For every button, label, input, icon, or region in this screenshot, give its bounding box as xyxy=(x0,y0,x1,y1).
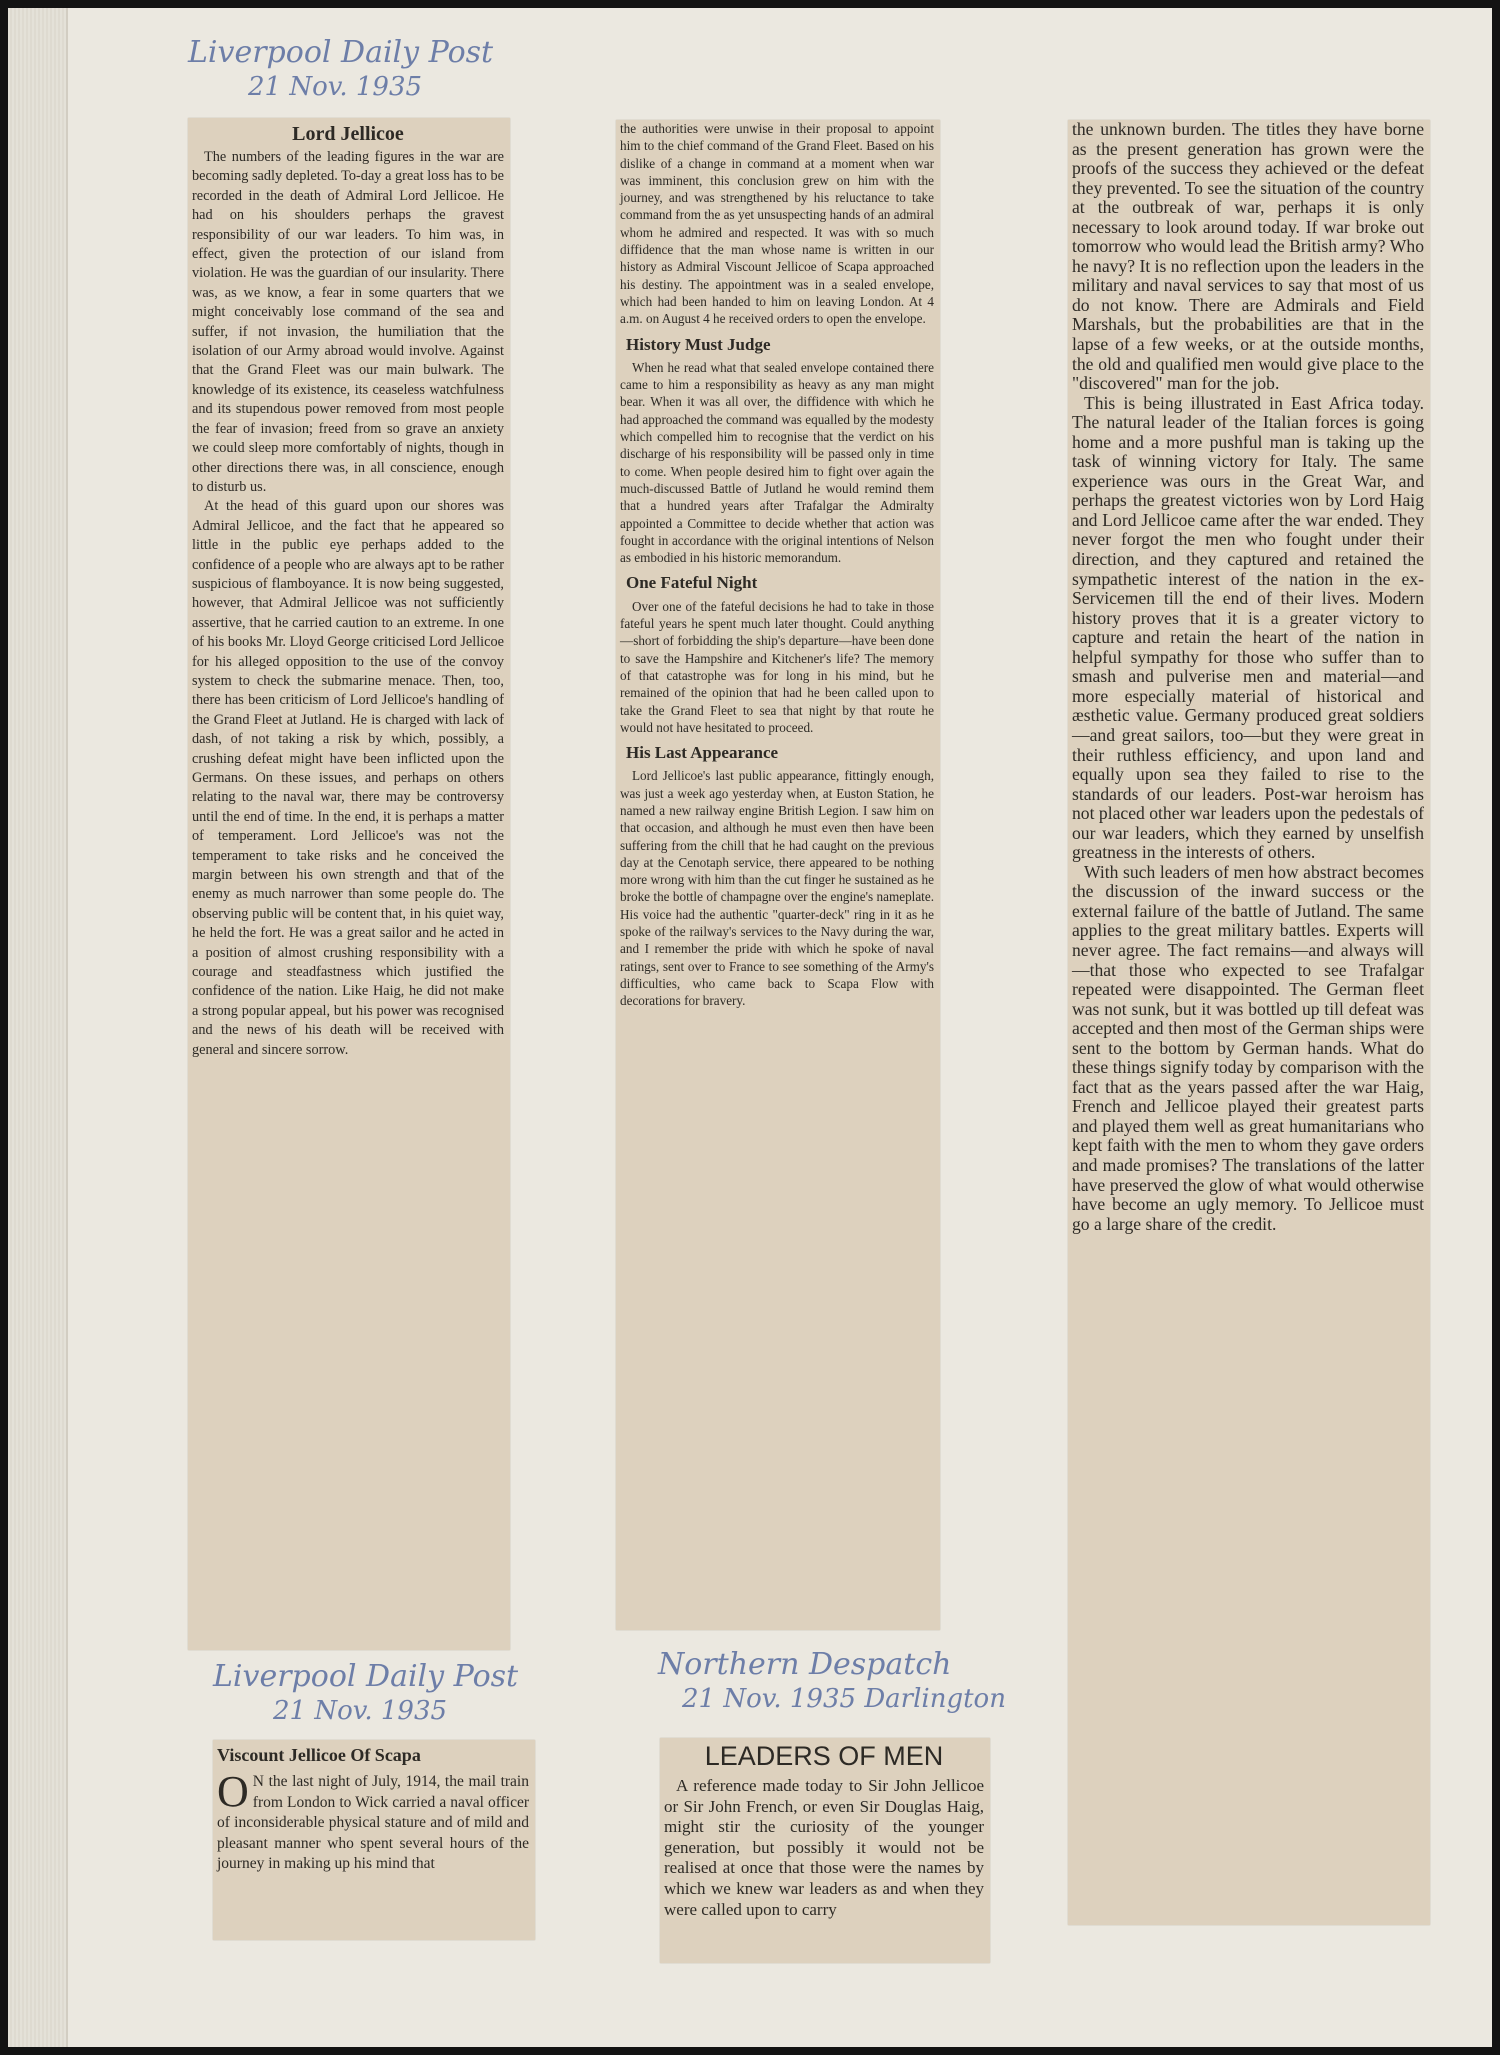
note-date: 21 Nov. 1935 xyxy=(248,72,423,102)
scrapbook-page xyxy=(8,8,1492,2047)
handwritten-source-note xyxy=(658,1648,1006,1716)
clipping-paragraph: At the head of this guard upon our shores was Admiral Jellicoe, and the fact that he appeared so little in the public eye perhaps added to the confidence of a people who are always apt to be rather suspicious of flamboyance. It is now being suggested, however, that Admiral Jellicoe was not sufficiently assertive, that he carried caution to an extreme. In one of his books Mr. Lloyd George criticised Lord Jellicoe for his alleged opposition to the use of the convoy system to check the submarine menace. Then, too, there has been criticism of Lord Jellicoe's handling of the Grand Fleet at Jutland. He is charged with lack of dash, of not taking a risk by which, possibly, a crushing defeat might have been inflicted upon the Germans. On these issues, and perhaps on others relating to the naval war, there may be controversy until the end of time. In the end, it is perhaps a matter of temperament. Lord Jellicoe's was not the temperament to take risks and he conceived the margin between his own strength and that of the enemy as much narrower than some people do. The observing public will be content that, in his quiet way, he held the fort. He was a great sailor and he acted in a position of almost crushing responsibility with a courage and steadfastness which justified the confidence of the nation. Like Haig, he did not make a strong popular appeal, but his power was recognised and the news of his death will be received with general and sincere sorrow. xyxy=(192,498,505,1058)
clipping-subheading: One Fateful Night xyxy=(626,573,758,593)
clipping-paragraph: the authorities were unwise in their proposal to appoint him to the chief command of the Grand Fleet. Based on his dislike of a change in command at a moment when war was imminent, this conclusion grew on him with the journey, and was strengthened by his reluctance to take command from the as yet unsuspecting hands of an admiral whom he admired and respected. It was with so much diffidence that the man whose name is written in our history as Admiral Viscount Jellicoe of Scapa approached his destiny. The appointment was in a sealed envelope, which had been handed to him on leaving London. At 4 a.m. on August 4 he received orders to open the envelope. xyxy=(620,121,934,327)
clipping-paragraph: This is being illustrated in East Africa today. The natural leader of the Italian forces is going home and a more pushful man is taking up the task of winning victory for Italy. The same experience was ours in the Great War, and perhaps the greatest victories won by Lord Haig and Lord Jellicoe came after the war ended. They never forgot the men who fought under their direction, and they captured and retained the sympathetic interest of the nation in the ex-Servicemen till the end of their lives. Modern history proves that it is a greater victory to capture and retain the heart of the nation in helpful sympathy for those who suffer than to smash and pulverise men and material—and more especially material of historical and æsthetic value. Germany produced great soldiers—and great sailors, too—but they were great in their ruthless efficiency, and upon land and equally upon sea they failed to rise to the standards of our leaders. Post-war heroism has not placed other war leaders upon the pedestals of our war leaders, which they earned by unselfish greatness in the interests of others. xyxy=(1072,392,1424,863)
clipping-paragraph: the unknown burden. The titles they have borne as the present generation has grown were the proofs of the success they achieved or the defeat they prevented. To see the situation of the country at the outbreak of war, perhaps it is only necessary to look around today. If war broke out tomorrow who would lead the British army? Who he navy? It is no reflection upon the leaders in the military and naval services to say that most of us do not know. There are Admirals and Field Marshals, but the probabilities are that in the lapse of a few weeks, or at the outside months, the old and qualified men would give place to the "discovered" man for the job. xyxy=(1072,120,1424,394)
clipping-subheading: History Must Judge xyxy=(626,334,771,354)
clipping-paragraph: With such leaders of men how abstract becomes the discussion of the inward success or the external failure of the battle of Jutland. The same applies to the great military battles. Experts will never agree. The fact remains—and always will—that those who expected to see Trafalgar repeated were disappointed. The German fleet was not sunk, but it was bottled up till defeat was accepted and then most of the German ships were sent to the bottom by German hands. What do these things signify today by comparison with the fact that as the years passed after the war Haig, French and Jellicoe played their greatest parts and played them well as great humanitarians who kept faith with the men to whom they gave orders and made promises? The translations of the latter have preserved the glow of what would otherwise have become an ugly memory. To Jellicoe must go a large share of the credit. xyxy=(1072,861,1424,1234)
clipping-headline: Viscount Jellicoe Of Scapa xyxy=(217,1745,421,1765)
clipping-paragraph: A reference made today to Sir John Jellicoe or Sir John French, or even Sir Douglas Haig, might stir the curiosity of the younger generation, but possibly it would not be realised at once that those were the names by which we knew war leaders as and when they were called upon to carry xyxy=(664,1776,984,1919)
clipping-paragraph: N the last night of July, 1914, the mail train from London to Wick carried a naval officer of inconsiderable physical stature and of mild and pleasant manner who spent several hours of the journey in making up his mind that xyxy=(217,1773,529,1873)
clipping-leaders-of-men xyxy=(660,1738,990,1963)
handwritten-source-note xyxy=(188,36,493,104)
clipping-paragraph: The numbers of the leading figures in the war are becoming sadly depleted. To-day a great loss has to be recorded in the death of Admiral Lord Jellicoe. He had on his shoulders perhaps the gravest responsibility of our war leaders. To him was, in effect, given the protection of our island from violation. He was the guardian of our insularity. There was, as we know, a fear in some quarters that we might conceivably lose command of the sea and suffer, if not invasion, the humiliation that the isolation of our Army abroad would involve. Against that the Grand Fleet was our main bulwark. The knowledge of its existence, its ceaseless watchfulness and its stupendous power removed from most people the fear of invasion; freed from so grave an anxiety we could sleep more comfortably of nights, though in other directions there was, in all conscience, enough to disturb us. xyxy=(192,149,504,495)
clipping-viscount-jellicoe xyxy=(213,1740,535,1940)
clipping-paragraph: When he read what that sealed envelope contained there came to him a responsibility as heavy as any man might bear. When it was all over, the diffidence with which he had approached the command was equalled by the modesty which compelled him to recognise that the verdict on his discharge of his responsibility will be passed only in time to come. When people desired him to fight over again the much-discussed Battle of Jutland he would remind them that a hundred years after Trafalgar the Admiralty appointed a Committee to decide whether that action was fought in accordance with the original intentions of Nelson as embodied in his historic memorandum. xyxy=(620,359,934,566)
clipping-headline: Lord Jellicoe xyxy=(292,123,404,145)
note-source: Liverpool Daily Post xyxy=(213,1659,519,1694)
drop-cap: O xyxy=(217,1767,249,1816)
handwritten-source-note xyxy=(213,1660,518,1728)
clipping-jellicoe-continued xyxy=(616,120,940,1630)
clipping-paragraph: Lord Jellicoe's last public appearance, fittingly enough, was just a week ago yesterday when, at Euston Station, he named a new railway engine British Legion. I saw him on that occasion, and although he must even then have been suffering from the chill that he had caught on the previous day at the Cenotaph service, there appeared to be nothing more wrong with him than the cut finger he sustained as he broke the bottle of champagne over the engine's nameplate. His voice had the authentic "quarter-deck" ring in it as he spoke of the railway's services to the Navy during the war, and I remember the pride with which he spoke of naval ratings, sent over to France to see something of the Army's difficulties, who came back to Scapa Flow with decorations for bravery. xyxy=(620,768,934,1009)
note-date: 21 Nov. 1935 Darlington xyxy=(682,1684,1006,1714)
note-source: Liverpool Daily Post xyxy=(188,35,494,70)
clipping-paragraph: Over one of the fateful decisions he had to take in those fateful years he spent much later thought. Could anything—short of forbidding the ship's departure—have been done to save the Hampshire and Kitchener's life? The memory of that catastrophe was for long in his mind, but he remained of the opinion that had he been called upon to take the Grand Fleet to sea that night by that route he would not have hesitated to proceed. xyxy=(620,598,934,735)
clipping-leaders-continued xyxy=(1068,120,1430,1925)
clipping-headline: LEADERS OF MEN xyxy=(704,1741,944,1771)
note-source: Northern Despatch xyxy=(658,1647,952,1682)
note-date: 21 Nov. 1935 xyxy=(273,1696,448,1726)
clipping-lord-jellicoe xyxy=(188,118,510,1650)
binding-spine xyxy=(8,8,68,2047)
clipping-subheading: His Last Appearance xyxy=(626,743,779,763)
